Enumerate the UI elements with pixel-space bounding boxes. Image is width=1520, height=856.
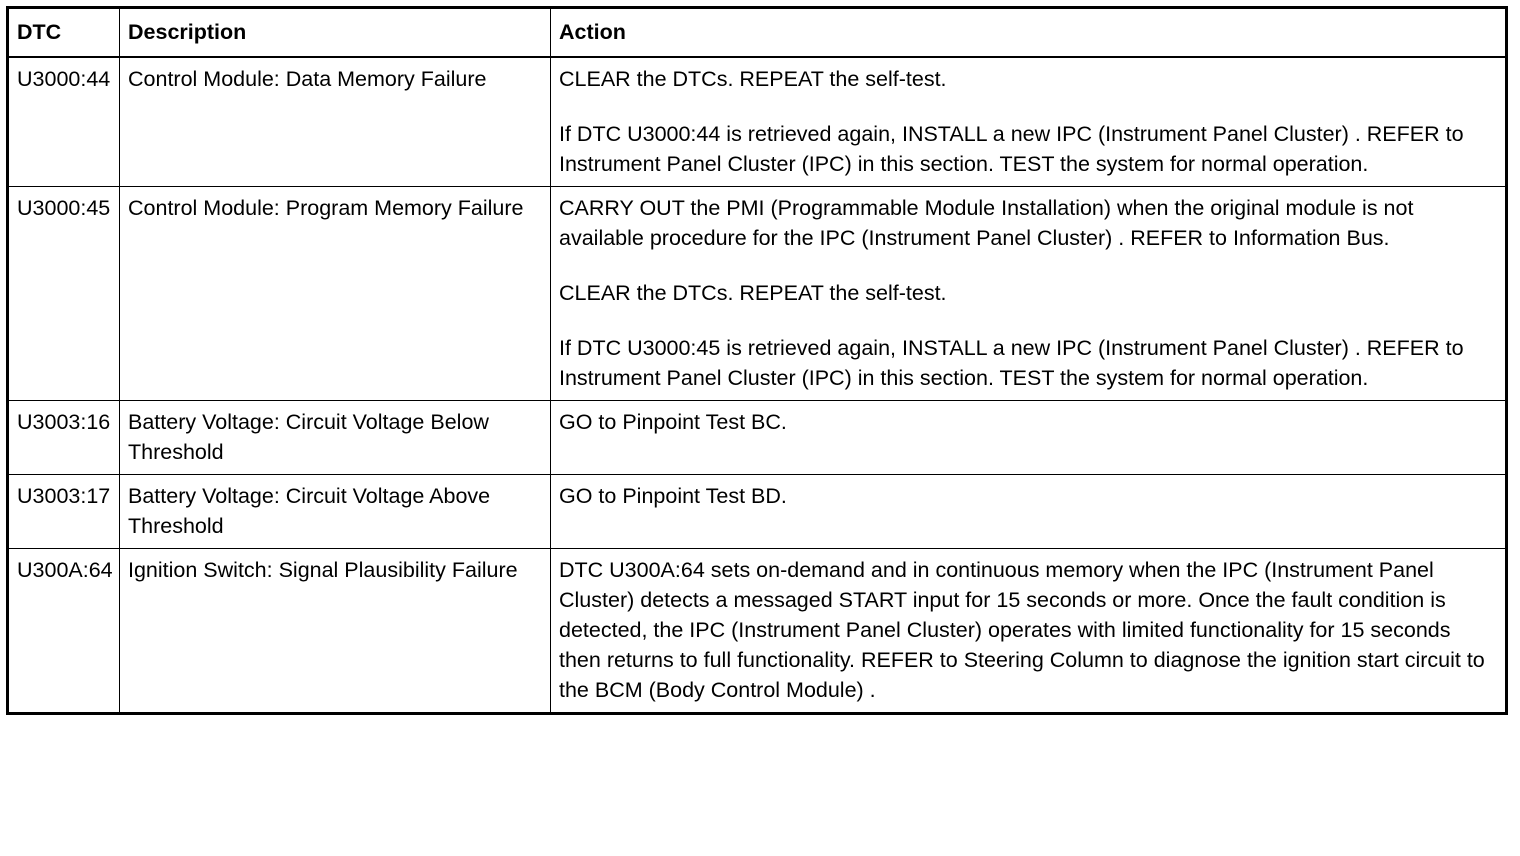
table-row xyxy=(8,187,1507,401)
dtc-code-cell: U3003:16 xyxy=(8,401,120,475)
description-cell: Battery Voltage: Circuit Voltage Above Threshold xyxy=(120,475,551,549)
action-paragraph: DTC U300A:64 sets on-demand and in continuous memory when the IPC (Instrument Panel Cluster) detects a messaged START input for 15 seconds or more. Once the fault condition is detected, the IPC (Instrument Panel Cluster) operates with limited functionality for 15 seconds then returns to full functionality. REFER to Steering Column to diagnose the ignition start circuit to the BCM (Body Control Module) . xyxy=(559,558,1485,702)
table-row xyxy=(8,475,1507,549)
dtc-code-cell: U300A:64 xyxy=(8,549,120,714)
dtc-table xyxy=(6,6,1508,715)
action-paragraph: GO to Pinpoint Test BC. xyxy=(559,410,787,434)
action-cell xyxy=(551,475,1507,549)
description-cell: Battery Voltage: Circuit Voltage Below Threshold xyxy=(120,401,551,475)
action-cell xyxy=(551,187,1507,401)
action-cell xyxy=(551,549,1507,714)
description-cell: Control Module: Program Memory Failure xyxy=(120,187,551,401)
dtc-code-cell: U3003:17 xyxy=(8,475,120,549)
header-row xyxy=(8,8,1507,58)
header-action: Action xyxy=(551,8,1507,58)
header-dtc: DTC xyxy=(8,8,120,58)
header-description: Description xyxy=(120,8,551,58)
dtc-code-cell: U3000:44 xyxy=(8,57,120,187)
table-header xyxy=(8,8,1507,58)
action-paragraph: CLEAR the DTCs. REPEAT the self-test. xyxy=(559,281,947,305)
table-row xyxy=(8,57,1507,187)
action-paragraph: If DTC U3000:45 is retrieved again, INSTALL a new IPC (Instrument Panel Cluster) . REFER to Instrument Panel Cluster (IPC) in this section. TEST the system for normal operation. xyxy=(559,336,1464,390)
action-cell xyxy=(551,401,1507,475)
dtc-code-cell: U3000:45 xyxy=(8,187,120,401)
description-cell: Ignition Switch: Signal Plausibility Failure xyxy=(120,549,551,714)
action-paragraph: If DTC U3000:44 is retrieved again, INSTALL a new IPC (Instrument Panel Cluster) . REFER to Instrument Panel Cluster (IPC) in this section. TEST the system for normal operation. xyxy=(559,122,1464,176)
action-cell xyxy=(551,57,1507,187)
table-row xyxy=(8,401,1507,475)
description-cell: Control Module: Data Memory Failure xyxy=(120,57,551,187)
table-body xyxy=(8,57,1507,714)
action-paragraph: GO to Pinpoint Test BD. xyxy=(559,484,787,508)
action-paragraph: CARRY OUT the PMI (Programmable Module Installation) when the original module is not available procedure for the IPC (Instrument Panel Cluster) . REFER to Information Bus. xyxy=(559,196,1414,250)
table-row xyxy=(8,549,1507,714)
action-paragraph: CLEAR the DTCs. REPEAT the self-test. xyxy=(559,67,947,91)
